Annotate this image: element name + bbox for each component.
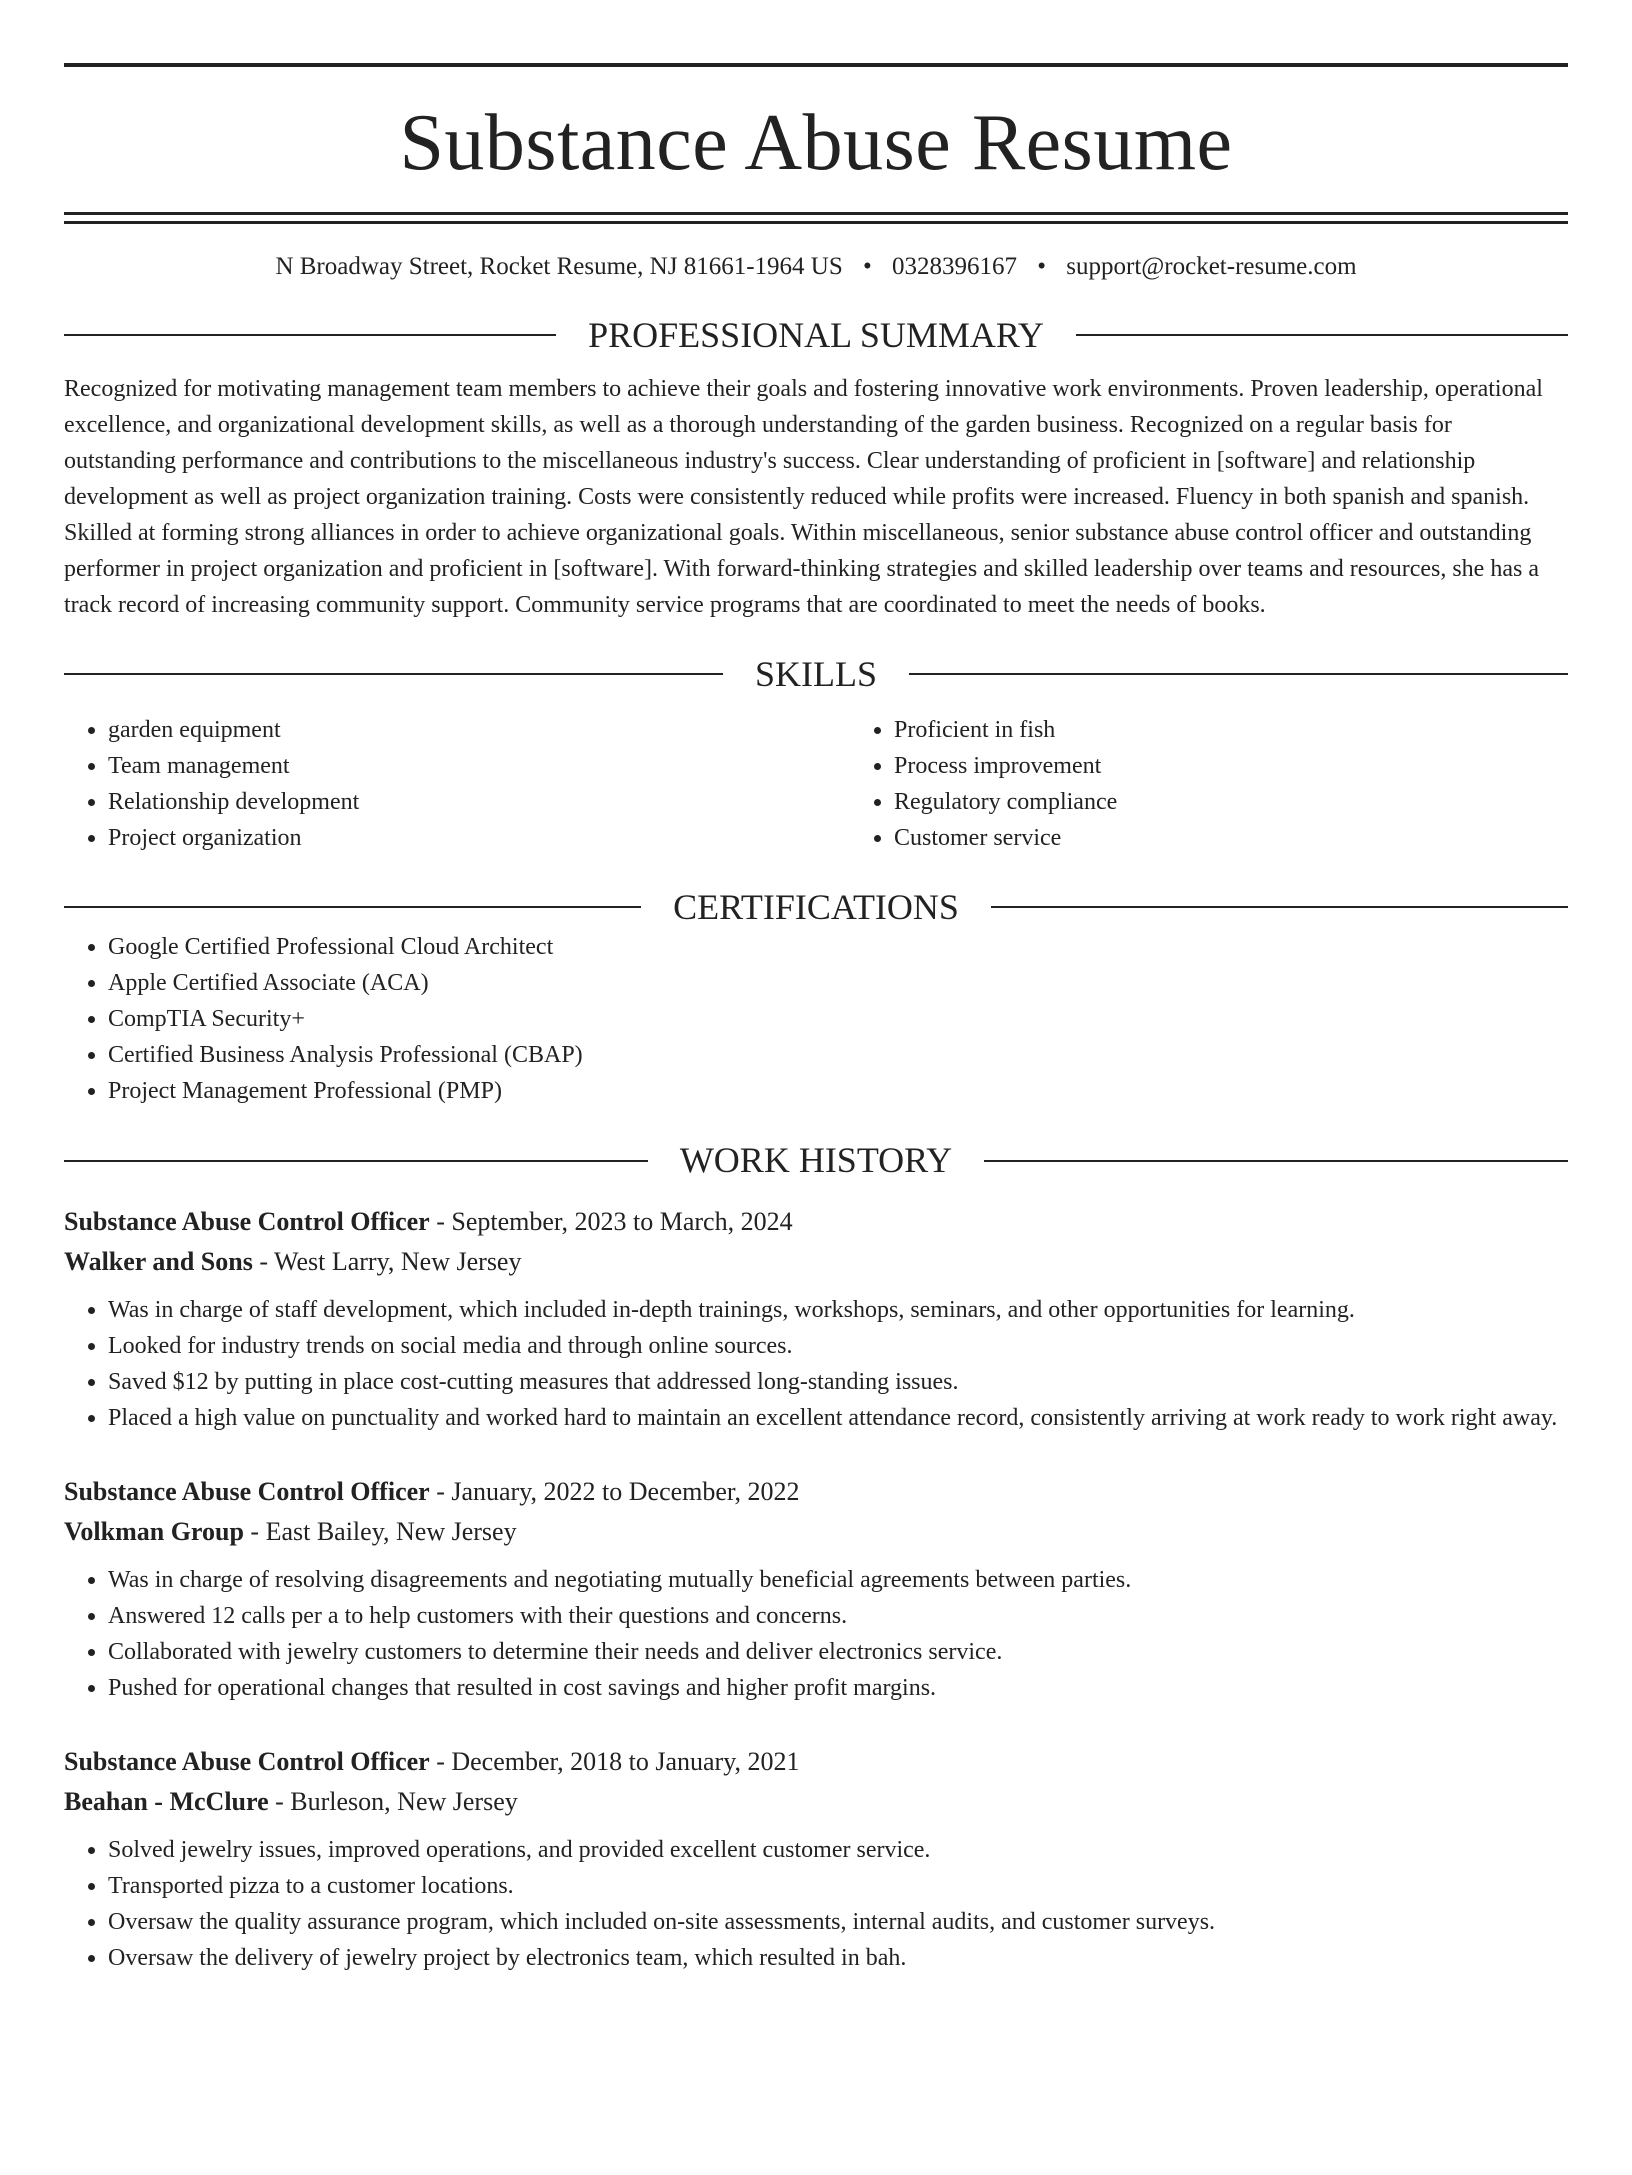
job-entry	[64, 1472, 1568, 1706]
job-bullet: • Looked for industry trends on social media and through online sources.	[108, 1328, 1568, 1364]
summary-text: Recognized for motivating management team members to achieve their goals and fostering innovative work environments. Proven leadership, operational excellence, and organizational development skills, as well as a thorough understanding of the garden business. Recognized on a regular basis for outstanding performance and contributions to the miscellaneous industry's success. Clear understanding of proficient in [software] and relationship development as well as project organization training. Costs were consistently reduced while profits were increased. Fluency in both spanish and spanish. Skilled at forming strong alliances in order to achieve organizational goals. Within miscellaneous, senior substance abuse control officer and outstanding performer in project organization and proficient in [software]. With forward-thinking strategies and skilled leadership over teams and resources, she has a track record of increasing community support. Community service programs that are coordinated to meet the needs of books.	[64, 375, 1543, 618]
job-title-line	[64, 1742, 1568, 1782]
contact-line	[64, 251, 1568, 284]
job-title-line	[64, 1202, 1568, 1242]
job-entry	[64, 1742, 1568, 1976]
header-double-rule	[64, 212, 1568, 224]
job-bullet: • Placed a high value on punctuality and worked hard to maintain an excellent attendance record, consistently arriving at work ready to work right away.	[108, 1400, 1568, 1436]
certifications-heading: CERTIFICATIONS	[673, 886, 959, 927]
job-bullet: • Answered 12 calls per a to help customers with their questions and concerns.	[108, 1598, 1568, 1634]
job-bullet: • Was in charge of resolving disagreements and negotiating mutually beneficial agreements between parties.	[108, 1562, 1568, 1598]
job-company: Volkman Group	[64, 1517, 244, 1547]
job-company: Walker and Sons	[64, 1247, 253, 1277]
skills-section-heading	[64, 653, 1568, 696]
job-company-line	[64, 1782, 1568, 1822]
job-location: - East Bailey, New Jersey	[250, 1517, 517, 1547]
job-bullets	[64, 1292, 1568, 1436]
certifications-list	[64, 929, 1568, 1109]
resume-title: Substance Abuse Resume	[399, 99, 1233, 187]
job-bullet: • Oversaw the delivery of jewelry project by electronics team, which resulted in bah.	[108, 1940, 1568, 1976]
skills-heading: SKILLS	[755, 653, 878, 694]
divider-line	[64, 334, 556, 336]
work-section-heading	[64, 1139, 1568, 1182]
job-title-line	[64, 1472, 1568, 1512]
certifications-section-heading	[64, 886, 1568, 929]
job-location: - West Larry, New Jersey	[259, 1247, 522, 1277]
contact-phone: 0328396167	[892, 253, 1017, 280]
skill-item: • Process improvement	[894, 748, 1632, 784]
job-bullet: • Saved $12 by putting in place cost-cutting measures that addressed long-standing issues.	[108, 1364, 1568, 1400]
skill-item: • Relationship development	[108, 784, 850, 820]
skills-grid	[64, 712, 1568, 856]
divider-line	[1076, 334, 1568, 336]
skill-item: • Project organization	[108, 820, 850, 856]
contact-separator: •	[862, 253, 872, 280]
contact-address: N Broadway Street, Rocket Resume, NJ 81661-1964 US	[275, 253, 843, 280]
job-bullet: • Solved jewelry issues, improved operations, and provided excellent customer service.	[108, 1832, 1568, 1868]
certification-item: • Apple Certified Associate (ACA)	[108, 965, 1568, 1001]
certification-item: • Certified Business Analysis Professional (CBAP)	[108, 1037, 1568, 1073]
job-company-line	[64, 1512, 1568, 1552]
skills-list-right	[850, 712, 1632, 856]
contact-email[interactable]: support@rocket-resume.com	[1066, 253, 1357, 280]
certification-item: • Google Certified Professional Cloud Architect	[108, 929, 1568, 965]
job-title: Substance Abuse Control Officer	[64, 1477, 430, 1507]
skill-item: • Regulatory compliance	[894, 784, 1632, 820]
divider-line	[991, 906, 1568, 908]
job-dates: - January, 2022 to December, 2022	[436, 1477, 800, 1507]
divider-line	[64, 906, 641, 908]
skills-list-left	[64, 712, 850, 856]
divider-line	[909, 673, 1568, 675]
job-bullet: • Transported pizza to a customer locations.	[108, 1868, 1568, 1904]
job-company: Beahan - McClure	[64, 1787, 269, 1817]
divider-line	[984, 1160, 1568, 1162]
job-company-line	[64, 1242, 1568, 1282]
resume-page	[0, 63, 1632, 2175]
skill-item: • garden equipment	[108, 712, 850, 748]
job-bullet: • Pushed for operational changes that resulted in cost savings and higher profit margins.	[108, 1670, 1568, 1706]
top-rule	[64, 63, 1568, 67]
skill-item: • Team management	[108, 748, 850, 784]
contact-separator: •	[1037, 253, 1047, 280]
skill-item: • Proficient in fish	[894, 712, 1632, 748]
skill-item: • Customer service	[894, 820, 1632, 856]
divider-line	[64, 1160, 648, 1162]
certification-item: • CompTIA Security+	[108, 1001, 1568, 1037]
job-dates: - December, 2018 to January, 2021	[436, 1747, 800, 1777]
job-bullets	[64, 1562, 1568, 1706]
job-bullet: • Was in charge of staff development, which included in-depth trainings, workshops, seminars, and other opportunities for learning.	[108, 1292, 1568, 1328]
summary-heading: PROFESSIONAL SUMMARY	[588, 314, 1044, 355]
work-heading: WORK HISTORY	[679, 1140, 953, 1181]
job-bullet: • Oversaw the quality assurance program, which included on-site assessments, internal audits, and customer surveys.	[108, 1904, 1568, 1940]
divider-line	[64, 673, 723, 675]
job-dates: - September, 2023 to March, 2024	[436, 1207, 793, 1237]
job-location: - Burleson, New Jersey	[275, 1787, 518, 1817]
job-bullets	[64, 1832, 1568, 1976]
job-title: Substance Abuse Control Officer	[64, 1747, 430, 1777]
summary-section-heading	[64, 314, 1568, 357]
job-bullet: • Collaborated with jewelry customers to determine their needs and deliver electronics service.	[108, 1634, 1568, 1670]
job-title: Substance Abuse Control Officer	[64, 1207, 430, 1237]
certification-item: • Project Management Professional (PMP)	[108, 1073, 1568, 1109]
job-entry	[64, 1202, 1568, 1436]
